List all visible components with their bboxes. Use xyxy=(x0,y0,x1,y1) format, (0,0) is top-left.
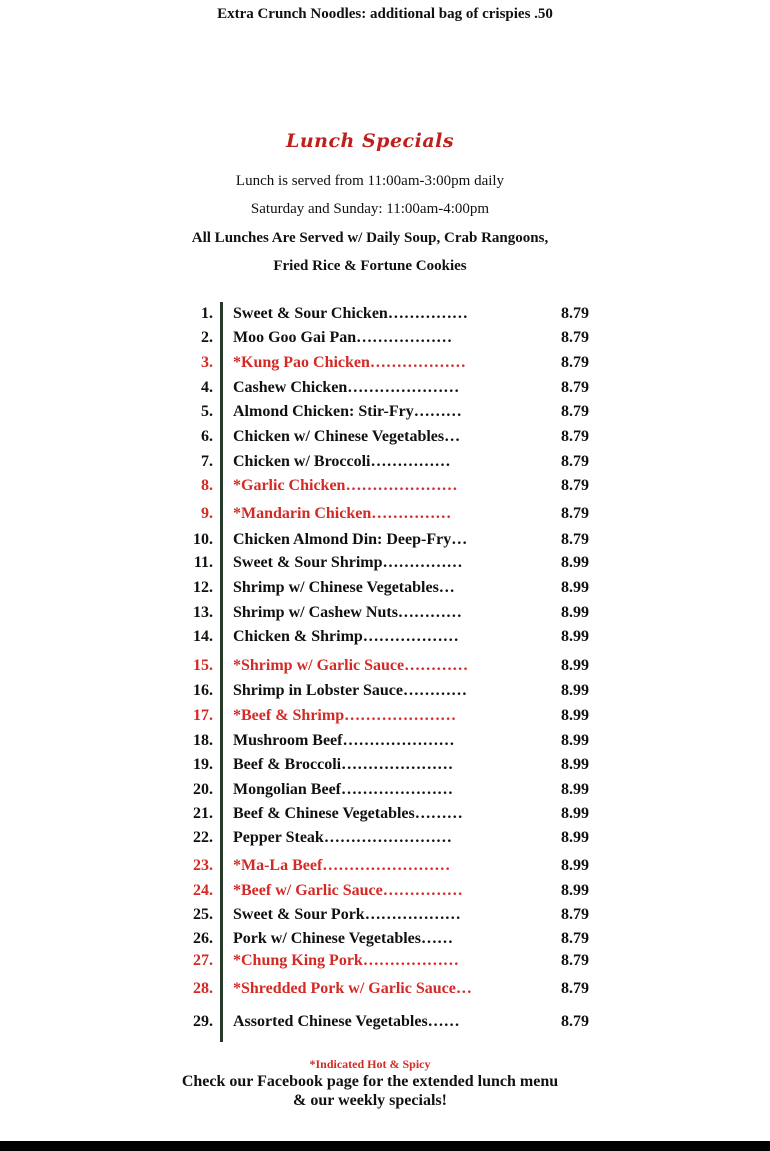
menu-item xyxy=(0,655,770,677)
menu-item-num: 1. xyxy=(201,305,213,322)
menu-item xyxy=(0,475,770,497)
menu-item xyxy=(0,327,770,349)
menu-item xyxy=(0,529,770,551)
menu-item-price: 8.79 xyxy=(561,980,589,997)
includes-line-2: Fried Rice & Fortune Cookies xyxy=(273,258,467,274)
menu-item-num: 24. xyxy=(193,882,213,899)
menu-item-price: 8.99 xyxy=(561,857,589,874)
menu-item-name: Moo Goo Gai Pan……………… xyxy=(233,329,453,346)
menu-item-name: *Garlic Chicken………………… xyxy=(233,477,458,494)
menu-item xyxy=(0,426,770,448)
menu-item-price: 8.79 xyxy=(561,906,589,923)
menu-item-price: 8.79 xyxy=(561,477,589,494)
menu-item-num: 2. xyxy=(201,329,213,346)
menu-item-num: 10. xyxy=(193,531,213,548)
menu-item-price: 8.99 xyxy=(561,682,589,699)
menu-item xyxy=(0,377,770,399)
menu-item xyxy=(0,602,770,624)
menu-item-name: Sweet & Sour Shrimp…………… xyxy=(233,554,463,571)
menu-item xyxy=(0,754,770,776)
menu-item-name: Sweet & Sour Pork……………… xyxy=(233,906,461,923)
menu-item-price: 8.79 xyxy=(561,329,589,346)
menu-item xyxy=(0,950,770,972)
menu-item-name: Assorted Chinese Vegetables…… xyxy=(233,1013,460,1030)
menu-item-price: 8.79 xyxy=(561,379,589,396)
menu-item-num: 29. xyxy=(193,1013,213,1030)
footer-line-2: & our weekly specials! xyxy=(293,1092,447,1109)
menu-item xyxy=(0,827,770,849)
footer-line-1: Check our Facebook page for the extended lunch menu xyxy=(181,1073,559,1090)
menu-item-num: 5. xyxy=(201,403,213,420)
menu-item xyxy=(0,855,770,877)
lunch-hours: Lunch is served from 11:00am-3:00pm daily xyxy=(235,173,505,189)
menu-item-name: Cashew Chicken………………… xyxy=(233,379,460,396)
menu-item-price: 8.99 xyxy=(561,579,589,596)
menu-item-price: 8.79 xyxy=(561,1013,589,1030)
menu-item-name: *Beef w/ Garlic Sauce…………… xyxy=(233,882,463,899)
menu-item xyxy=(0,401,770,423)
menu-item-price: 8.79 xyxy=(561,453,589,470)
menu-item-price: 8.79 xyxy=(561,428,589,445)
menu-item-name: Shrimp w/ Chinese Vegetables… xyxy=(233,579,455,596)
menu-item-num: 18. xyxy=(193,732,213,749)
menu-item-name: Shrimp w/ Cashew Nuts………… xyxy=(233,604,462,621)
includes-line-1: All Lunches Are Served w/ Daily Soup, Crab Rangoons, xyxy=(191,230,549,246)
menu-item-num: 17. xyxy=(193,707,213,724)
menu-item-num: 13. xyxy=(193,604,213,621)
menu-item-num: 8. xyxy=(201,477,213,494)
menu-item-name: Beef & Chinese Vegetables……… xyxy=(233,805,463,822)
menu-item-num: 27. xyxy=(193,952,213,969)
menu-item-name: Mongolian Beef………………… xyxy=(233,781,453,798)
menu-item-price: 8.99 xyxy=(561,756,589,773)
menu-item-num: 11. xyxy=(193,554,213,571)
menu-item xyxy=(0,730,770,752)
menu-item-name: Sweet & Sour Chicken…………… xyxy=(233,305,468,322)
menu-item-name: Beef & Broccoli………………… xyxy=(233,756,454,773)
menu-item xyxy=(0,978,770,1000)
menu-item-num: 4. xyxy=(201,379,213,396)
menu-item xyxy=(0,1011,770,1033)
menu-item-num: 6. xyxy=(201,428,213,445)
menu-item-price: 8.79 xyxy=(561,505,589,522)
menu-item-price: 8.99 xyxy=(561,732,589,749)
menu-item-num: 7. xyxy=(201,453,213,470)
menu-item-num: 12. xyxy=(193,579,213,596)
menu-item-price: 8.99 xyxy=(561,781,589,798)
menu-item-price: 8.99 xyxy=(561,829,589,846)
menu-item-price: 8.79 xyxy=(561,403,589,420)
menu-item-name: Chicken & Shrimp……………… xyxy=(233,628,459,645)
menu-item-name: Shrimp in Lobster Sauce………… xyxy=(233,682,467,699)
menu-item-price: 8.99 xyxy=(561,805,589,822)
menu-item-price: 8.99 xyxy=(561,707,589,724)
menu-item xyxy=(0,779,770,801)
menu-item-name: *Shrimp w/ Garlic Sauce………… xyxy=(233,657,469,674)
menu-item xyxy=(0,705,770,727)
menu-item-price: 8.79 xyxy=(561,531,589,548)
menu-item-num: 22. xyxy=(193,829,213,846)
menu-item xyxy=(0,803,770,825)
menu-item-price: 8.99 xyxy=(561,628,589,645)
menu-item-price: 8.99 xyxy=(561,657,589,674)
menu-item xyxy=(0,303,770,325)
menu-item xyxy=(0,503,770,525)
menu-item xyxy=(0,904,770,926)
weekend-hours: Saturday and Sunday: 11:00am-4:00pm xyxy=(250,201,490,217)
menu-item-price: 8.99 xyxy=(561,554,589,571)
menu-item-price: 8.79 xyxy=(561,930,589,947)
menu-item-num: 16. xyxy=(193,682,213,699)
menu-item-name: Chicken w/ Chinese Vegetables… xyxy=(233,428,461,445)
menu-item-num: 26. xyxy=(193,930,213,947)
menu-item-num: 21. xyxy=(193,805,213,822)
menu-item xyxy=(0,626,770,648)
menu-item xyxy=(0,352,770,374)
menu-item-num: 15. xyxy=(193,657,213,674)
menu-item-num: 19. xyxy=(193,756,213,773)
menu-item-num: 9. xyxy=(201,505,213,522)
menu-item-num: 3. xyxy=(201,354,213,371)
menu-item-price: 8.99 xyxy=(561,882,589,899)
menu-item-price: 8.79 xyxy=(561,354,589,371)
menu-item-name: Mushroom Beef………………… xyxy=(233,732,455,749)
menu-item-price: 8.99 xyxy=(561,604,589,621)
menu-item xyxy=(0,552,770,574)
menu-item xyxy=(0,928,770,950)
menu-item-price: 8.79 xyxy=(561,305,589,322)
menu-item-name: Chicken Almond Din: Deep-Fry… xyxy=(233,531,468,548)
menu-item-name: Chicken w/ Broccoli…………… xyxy=(233,453,451,470)
bottom-bar xyxy=(0,1141,770,1151)
menu-item-name: Pepper Steak…………………… xyxy=(233,829,452,846)
menu-item-name: *Kung Pao Chicken……………… xyxy=(233,354,466,371)
menu-item xyxy=(0,577,770,599)
hot-spicy-legend: *Indicated Hot & Spicy xyxy=(309,1057,431,1071)
extra-crunch-note: Extra Crunch Noodles: additional bag of crispies .50 xyxy=(217,6,553,22)
menu-item-name: Almond Chicken: Stir-Fry……… xyxy=(233,403,462,420)
menu-item-num: 25. xyxy=(193,906,213,923)
menu-item-num: 20. xyxy=(193,781,213,798)
menu-item-num: 28. xyxy=(193,980,213,997)
menu-item-num: 14. xyxy=(193,628,213,645)
menu-item-name: *Beef & Shrimp………………… xyxy=(233,707,457,724)
menu-item-name: Pork w/ Chinese Vegetables…… xyxy=(233,930,453,947)
menu-item-price: 8.79 xyxy=(561,952,589,969)
menu-item xyxy=(0,880,770,902)
menu-item xyxy=(0,680,770,702)
section-title: Lunch Specials xyxy=(285,130,455,152)
menu-item-name: *Ma-La Beef…………………… xyxy=(233,857,451,874)
menu-item-name: *Shredded Pork w/ Garlic Sauce… xyxy=(233,980,472,997)
menu-item-name: *Chung King Pork……………… xyxy=(233,952,459,969)
menu-item-num: 23. xyxy=(193,857,213,874)
menu-item-name: *Mandarin Chicken…………… xyxy=(233,505,452,522)
menu-item xyxy=(0,451,770,473)
